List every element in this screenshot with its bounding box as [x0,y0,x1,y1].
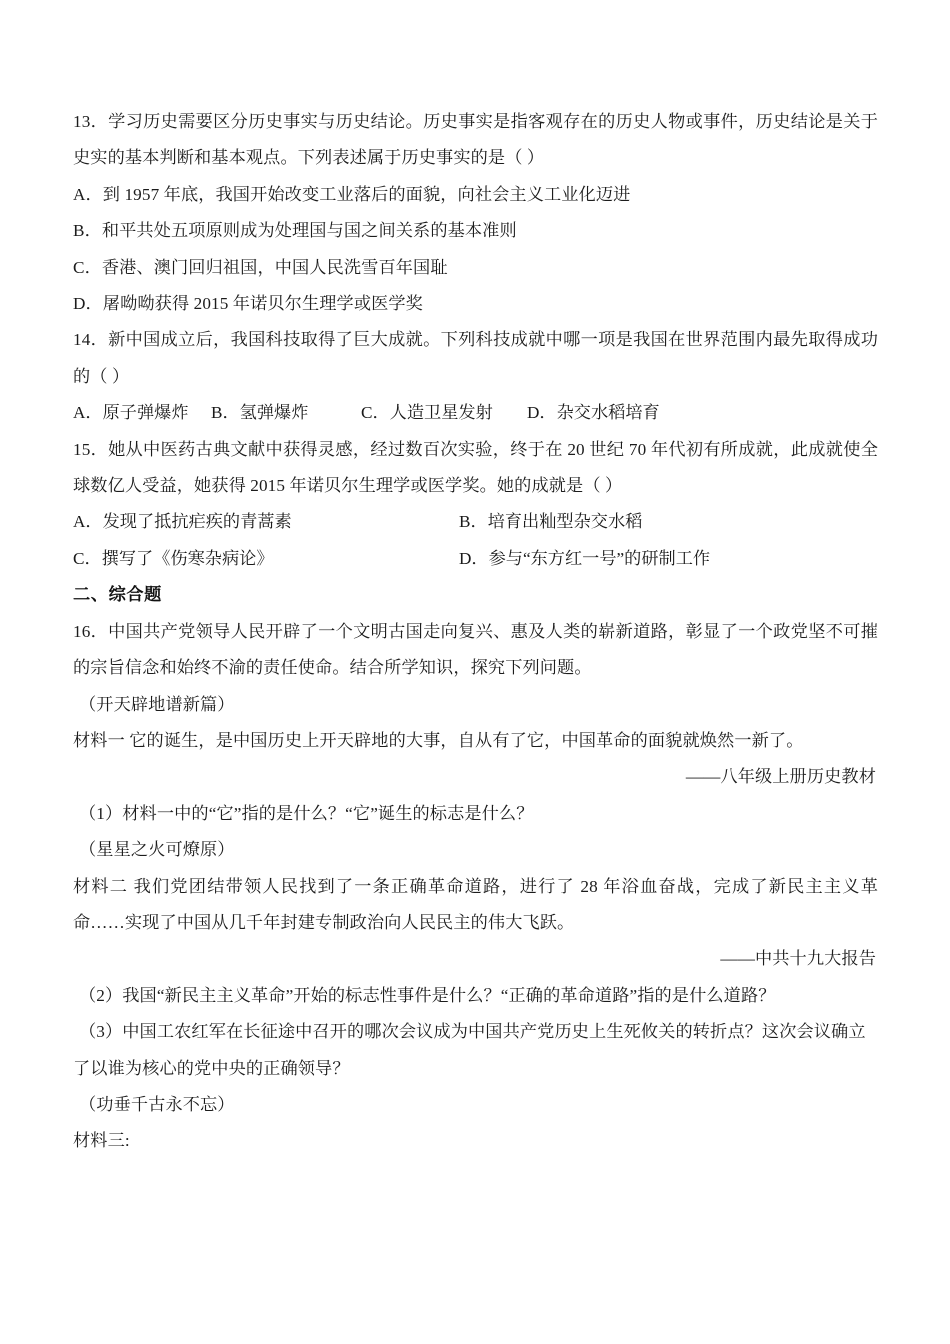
question-14-option-c[interactable]: C．人造卫星发射 [361,403,493,423]
material-block-1 [73,687,878,833]
question-15-stem-line-2: 球数亿人受益，她获得 2015 年诺贝尔生理学或医学奖。她的成就是（ ） [73,476,623,496]
sub-question-3-line-2: 了以谁为核心的党中央的正确领导？ [73,1058,350,1078]
material-two-source: ——中共十九大报告 [720,949,876,969]
question-13-option-a[interactable]: A．到 1957 年底，我国开始改变工业落后的面貌，向社会主义工业化迈进 [73,184,631,204]
question-15-options-row-2 [73,541,878,577]
question-13-option-c[interactable]: C．香港、澳门回归祖国，中国人民洗雪百年国耻 [73,257,448,277]
material-one-source: ——八年级上册历史教材 [685,767,876,787]
question-15 [73,432,878,578]
question-16 [73,614,878,1160]
material-block-2-subtitle: （星星之火可燎原） [79,840,235,860]
sub-question-1: （1）材料一中的“它”指的是什么？“它”诞生的标志是什么？ [79,803,534,823]
material-two-line-2: 命……实现了中国从几千年封建专制政治向人民民主的伟大飞跃。 [73,912,575,932]
question-16-stem-line-2: 的宗旨信念和始终不渝的责任使命。结合所学知识，探究下列问题。 [73,658,592,678]
question-14-option-a[interactable]: A．原子弹爆炸 [73,403,189,423]
question-15-option-a[interactable]: A．发现了抵抗疟疾的青蒿素 [73,512,292,532]
material-three-label: 材料三: [73,1131,130,1151]
question-14 [73,322,878,431]
page-content [73,104,878,1160]
material-block-2 [73,832,878,1087]
material-block-1-subtitle: （开天辟地谱新篇） [79,694,235,714]
question-16-stem-line-1: 16．中国共产党领导人民开辟了一个文明古国走向复兴、惠及人类的崭新道路，彰显了一个政党坚不可摧 [73,621,878,641]
question-15-option-c[interactable]: C．撰写了《伤寒杂病论》 [73,548,274,568]
question-14-stem-line-1: 14．新中国成立后，我国科技取得了巨大成就。下列科技成就中哪一项是我国在世界范围内最先取得成功 [73,330,878,350]
question-14-stem-line-2: 的（ ） [73,366,130,386]
sub-question-3-line-1: （3）中国工农红军在长征途中召开的哪次会议成为中国共产党历史上生死攸关的转折点？这次会议确立 [79,1022,866,1042]
question-13-stem-line-1: 13．学习历史需要区分历史事实与历史结论。历史事实是指客观存在的历史人物或事件，历史结论是关于 [73,112,878,131]
question-13-option-b[interactable]: B．和平共处五项原则成为处理国与国之间关系的基本准则 [73,221,517,241]
question-13 [73,104,878,322]
material-two-line-1: 材料二 我们党团结带领人民找到了一条正确革命道路，进行了 28 年浴血奋战，完成了新民主主义革 [73,876,878,896]
question-15-stem-line-1: 15．她从中医药古典文献中获得灵感，经过数百次实验，终于在 20 世纪 70 年代初有所成就，此成就使全 [73,439,878,459]
question-14-options-row [73,395,878,431]
question-13-stem-line-2: 史实的基本判断和基本观点。下列表述属于历史事实的是（ ） [73,148,545,168]
section-two-heading: 二、综合题 [73,585,162,605]
material-block-3 [73,1087,878,1160]
question-15-option-d[interactable]: D．参与“东方红一号”的研制工作 [459,548,711,568]
material-block-3-subtitle: （功垂千古永不忘） [79,1094,235,1114]
material-one-text: 材料一 它的诞生，是中国历史上开天辟地的大事，自从有了它，中国革命的面貌就焕然一新了。 [73,730,804,750]
question-15-options-row-1 [73,504,878,540]
question-14-option-d[interactable]: D．杂交水稻培育 [527,403,660,423]
sub-question-2: （2）我国“新民主主义革命”开始的标志性事件是什么？“正确的革命道路”指的是什么道路？ [79,985,776,1005]
question-15-option-b[interactable]: B．培育出籼型杂交水稻 [459,512,643,532]
question-14-option-b[interactable]: B．氢弹爆炸 [211,403,309,423]
question-13-option-d[interactable]: D．屠呦呦获得 2015 年诺贝尔生理学或医学奖 [73,294,423,314]
